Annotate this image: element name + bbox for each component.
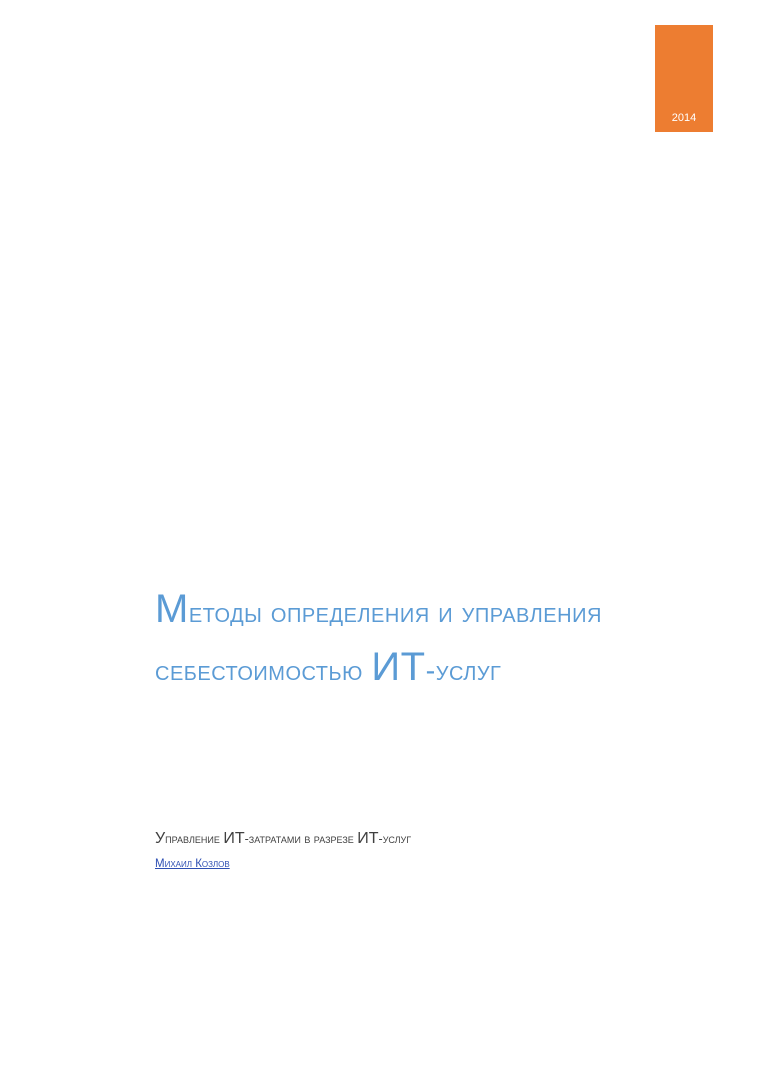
title-initial: М (155, 587, 189, 631)
year-label: 2014 (671, 112, 697, 124)
subtitle-text-2: -затратами в разрезе (244, 832, 358, 846)
subtitle-abbrev-2: ИТ (357, 830, 379, 847)
author-link[interactable]: Михаил Козлов (155, 858, 230, 870)
subtitle-text-1: правление (165, 832, 224, 846)
document-title (155, 582, 625, 698)
title-text-end: -услуг (425, 655, 502, 687)
subtitle-text-3: -услуг (378, 832, 412, 846)
year-tab (655, 25, 713, 132)
subtitle-abbrev-1: ИТ (223, 830, 245, 847)
title-text: етоды определения и управления себестоимостью (155, 597, 602, 687)
subtitle-initial: У (155, 830, 166, 847)
title-abbrev: ИТ (371, 645, 426, 689)
document-subtitle (155, 830, 715, 848)
